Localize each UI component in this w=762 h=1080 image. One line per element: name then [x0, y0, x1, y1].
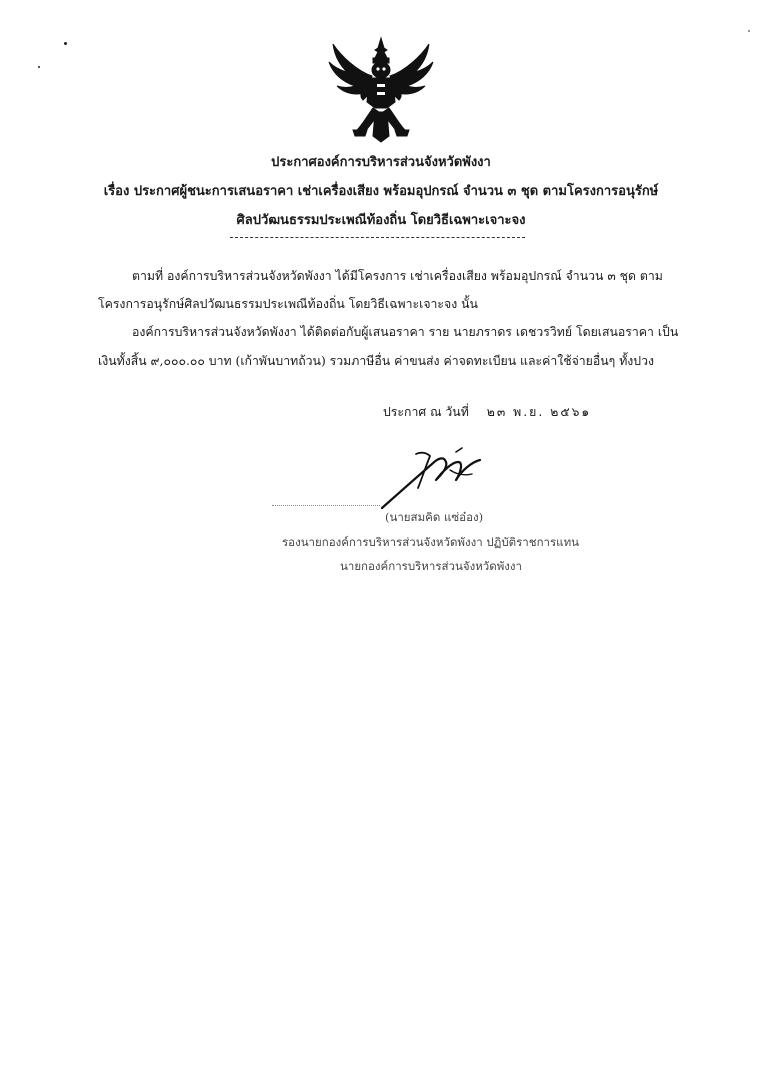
subject-line-continued: ศิลปวัฒนธรรมประเพณีท้องถิ่น โดยวิธีเฉพาะเจาะจง	[236, 213, 526, 228]
signatory-name: (นายสมคิด แซ่อ๋อง)	[385, 510, 484, 524]
handwritten-signature	[360, 440, 500, 520]
signatory-position-continued: นายกองค์การบริหารส่วนจังหวัดพังงา	[340, 559, 522, 573]
announcement-date-label: ประกาศ ณ วันที่	[383, 405, 469, 419]
paragraph-1-line-1: ตามที่ องค์การบริหารส่วนจังหวัดพังงา ได้มีโครงการ เช่าเครื่องเสียง พร้อมอุปกรณ์ จำนวน ๓ ชุด ตาม	[132, 269, 663, 283]
header-divider	[230, 237, 525, 238]
announcement-date-line	[383, 403, 591, 422]
signatory-position: รองนายกองค์การบริหารส่วนจังหวัดพังงา ปฏิบัติราชการแทน	[282, 535, 580, 549]
subject-line: เรื่อง ประกาศผู้ชนะการเสนอราคา เช่าเครื่องเสียง พร้อมอุปกรณ์ จำนวน ๓ ชุด ตามโครงการอนุรักษ์	[103, 184, 659, 199]
paragraph-2-line-2: เงินทั้งสิ้น ๙,๐๐๐.๐๐ บาท (เก้าพันบาทถ้วน) รวมภาษีอื่น ค่าขนส่ง ค่าจดทะเบียน และค่าใช้จ่ายอื่นๆ ทั้งปวง	[98, 354, 655, 368]
paragraph-1-line-2: โครงการอนุรักษ์ศิลปวัฒนธรรมประเพณีท้องถิ่น โดยวิธีเฉพาะเจาะจง นั้น	[98, 297, 478, 311]
scan-speck	[64, 42, 67, 45]
scan-speck	[748, 30, 750, 32]
announcement-title: ประกาศองค์การบริหารส่วนจังหวัดพังงา	[271, 155, 491, 170]
signature-leader-line	[272, 505, 380, 506]
paragraph-2-line-1: องค์การบริหารส่วนจังหวัดพังงา ได้ติดต่อกับผู้เสนอราคา ราย นายภราดร เดชวรวิทย์ โดยเสนอราคา เป็น	[132, 325, 679, 339]
garuda-emblem-icon	[327, 36, 435, 144]
announcement-date: ๒๓ พ.ย. ๒๕๖๑	[486, 405, 592, 419]
scan-speck	[38, 66, 40, 68]
